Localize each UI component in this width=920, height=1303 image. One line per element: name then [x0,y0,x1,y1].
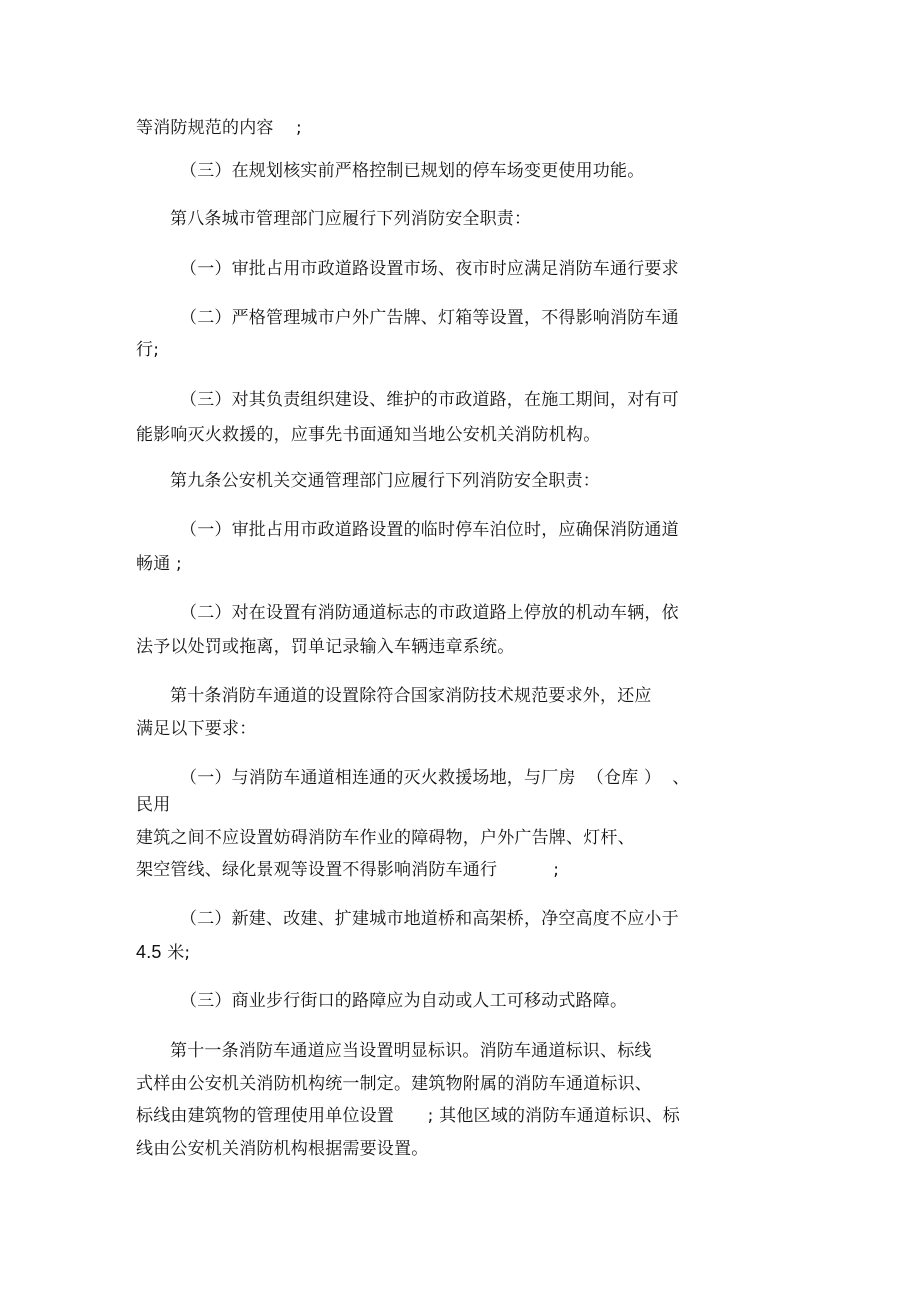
text-line-15: 满足以下要求： [136,719,257,739]
text-line-4: （一）审批占用市政道路设置市场、夜市时应满足消防车通行要求 [180,259,679,279]
text-line-19: 架空管线、绿化景观等设置不得影响消防车通行 ; [136,860,560,880]
text-line-11: 畅通 ; [136,554,182,574]
text-line-25: 标线由建筑物的管理使用单位设置 ; 其他区域的消防车通道标识、标 [136,1106,680,1126]
text-line-13: 法予以处罚或拖离，罚单记录输入车辆违章系统。 [136,637,515,657]
text-line-21 [136,941,190,964]
text-line-26: 线由公安机关消防机构根据需要设置。 [136,1139,429,1159]
text-line-17: 民用 [136,795,171,815]
text-line-18: 建筑之间不应设置妨碍消防车作业的障碍物，户外广告牌、灯杆、 [136,828,635,848]
text-line-24: 式样由公安机关消防机构统一制定。建筑物附属的消防车通道标识、 [136,1074,652,1094]
clearance-height-value: 4.5 [136,942,162,962]
article-8-heading: 第八条城市管理部门应履行下列消防安全职责： [170,209,532,229]
text-line-7: （三）对其负责组织建设、维护的市政道路，在施工期间，对有可 [180,390,679,410]
text-line-22: （三）商业步行街口的路障应为自动或人工可移动式路障。 [180,991,628,1011]
text-line-1: 等消防规范的内容 ; [136,118,302,138]
article-11-heading: 第十一条消防车通道应当设置明显标识。消防车通道标识、标线 [170,1041,652,1061]
text-line-20: （二）新建、改建、扩建城市地道桥和高架桥，净空高度不应小于 [180,909,679,929]
text-line-2: （三）在规划核实前严格控制已规划的停车场变更使用功能。 [180,161,645,181]
article-10-heading: 第十条消防车通道的设置除符合国家消防技术规范要求外，还应 [170,686,652,706]
text-line-10: （一）审批占用市政道路设置的临时停车泊位时，应确保消防通道 [180,520,679,540]
clearance-height-unit: 米; [167,943,191,963]
text-line-16: （一）与消防车通道相连通的灭火救援场地，与厂房 （仓库 ） 、 [180,768,690,788]
text-line-8: 能影响灭火救援的，应事先书面通知当地公安机关消防机构。 [136,425,601,445]
text-line-6: 行; [136,340,160,360]
article-9-heading: 第九条公安机关交通管理部门应履行下列消防安全职责： [170,471,600,491]
text-line-5: （二）严格管理城市户外广告牌、灯箱等设置，不得影响消防车通 [180,308,679,328]
text-line-12: （二）对在设置有消防通道标志的市政道路上停放的机动车辆，依 [180,603,679,623]
